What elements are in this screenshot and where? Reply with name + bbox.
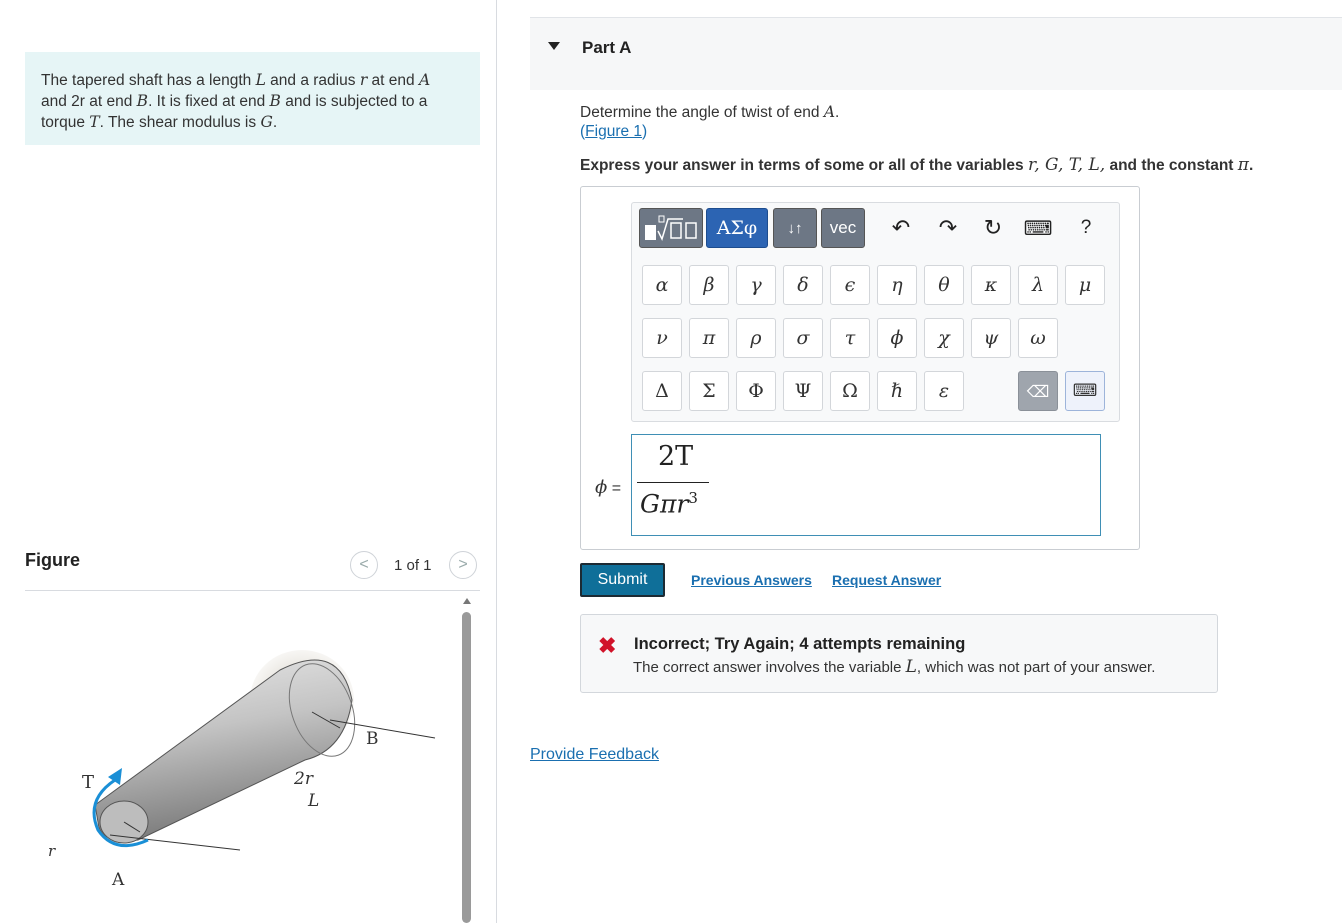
figure-counter: 1 of 1: [394, 557, 432, 574]
key-capital-psi[interactable]: Ψ: [783, 371, 823, 411]
key-capital-omega[interactable]: Ω: [830, 371, 870, 411]
figure-title: Figure: [25, 550, 81, 570]
answer-label: [595, 477, 621, 498]
help-icon[interactable]: ?: [1080, 217, 1092, 238]
chevron-left-icon: <: [359, 556, 369, 573]
feedback-detail: [633, 657, 1155, 677]
key-theta[interactable]: θ: [924, 265, 964, 305]
key-chi[interactable]: χ: [924, 318, 964, 358]
key-gamma[interactable]: γ: [736, 265, 776, 305]
key-omega[interactable]: ω: [1018, 318, 1058, 358]
answer-instructions: [580, 155, 1253, 175]
fraction-numerator: [658, 441, 693, 472]
problem-text: and 2r at end: [41, 93, 137, 110]
part-title: Part A: [582, 38, 632, 57]
fraction-denominator: [640, 489, 698, 518]
vec-button[interactable]: vec: [821, 208, 865, 248]
problem-text: at end: [367, 72, 419, 89]
instructions-end: .: [1248, 157, 1254, 174]
answer-var-phi: ϕ: [595, 477, 608, 498]
problem-text: and is subjected to a: [280, 93, 428, 110]
denominator-text: Gπr: [640, 489, 689, 519]
figure-link-row: [580, 123, 647, 141]
denominator-exponent: 3: [688, 489, 698, 507]
figure-1-link[interactable]: Figure 1: [585, 123, 643, 140]
problem-text: and a radius: [265, 72, 360, 89]
key-mu[interactable]: μ: [1065, 265, 1105, 305]
problem-text: . It is fixed at end: [148, 93, 270, 110]
incorrect-x-icon: ✖: [598, 633, 617, 658]
greek-button[interactable]: ΑΣφ: [706, 208, 768, 248]
problem-text: . The shear modulus is: [99, 114, 261, 131]
caret-down-icon[interactable]: [548, 42, 560, 50]
scroll-thumb[interactable]: [462, 612, 471, 923]
label-B: B: [366, 729, 379, 749]
numerator-text: 2T: [658, 441, 694, 472]
backspace-icon[interactable]: ⌫: [1018, 371, 1058, 411]
key-capital-sigma[interactable]: Σ: [689, 371, 729, 411]
tapered-shaft-figure: [40, 640, 450, 900]
instructions-pi: π: [1237, 155, 1249, 175]
question-body: Determine the angle of twist of end: [580, 104, 824, 121]
figure-next-button[interactable]: [449, 551, 477, 579]
var-L: L: [255, 71, 266, 89]
instructions-vars: r, G, T, L,: [1027, 155, 1106, 175]
key-pi[interactable]: π: [689, 318, 729, 358]
answer-equals: =: [607, 480, 622, 497]
previous-answers-link[interactable]: Previous Answers: [691, 572, 812, 588]
provide-feedback-link[interactable]: Provide Feedback: [530, 746, 659, 763]
problem-text: torque: [41, 114, 90, 131]
figure-prev-button[interactable]: [350, 551, 378, 579]
figure-divider: [25, 590, 480, 591]
feedback-detail-var: L: [905, 657, 917, 677]
templates-button[interactable]: [639, 208, 703, 248]
feedback-detail-text: The correct answer involves the variable: [633, 659, 906, 676]
key-varepsilon[interactable]: ε: [924, 371, 964, 411]
feedback-detail-text: , which was not part of your answer.: [916, 659, 1156, 676]
var-A: A: [418, 71, 431, 89]
paren-open: (: [580, 123, 586, 140]
undo-icon[interactable]: ↶: [891, 215, 911, 240]
question-end: .: [835, 104, 840, 121]
label-2r: 2r: [294, 769, 313, 789]
var-G: G: [260, 113, 273, 131]
arrows-button[interactable]: ↓↑: [773, 208, 817, 248]
feedback-title: Incorrect; Try Again; 4 attempts remaining: [634, 635, 966, 653]
question-var: A: [823, 103, 836, 121]
column-divider: [496, 0, 497, 923]
question-text: [580, 103, 839, 122]
keyboard-icon[interactable]: ⌨: [1023, 217, 1053, 240]
key-rho[interactable]: ρ: [736, 318, 776, 358]
label-r: r: [48, 842, 56, 860]
key-sigma[interactable]: σ: [783, 318, 823, 358]
answer-input[interactable]: [631, 434, 1101, 536]
var-B: B: [269, 92, 281, 110]
keyboard-toggle-icon[interactable]: ⌨: [1065, 371, 1105, 411]
key-phi[interactable]: ϕ: [877, 318, 917, 358]
key-hbar[interactable]: ℏ: [877, 371, 917, 411]
key-tau[interactable]: τ: [830, 318, 870, 358]
figure-scrollbar[interactable]: [462, 598, 472, 923]
reset-icon[interactable]: ↻: [983, 215, 1003, 240]
key-lambda[interactable]: λ: [1018, 265, 1058, 305]
problem-statement: [25, 52, 480, 145]
answer-panel: [580, 186, 1140, 550]
feedback-box: [580, 614, 1218, 693]
key-nu[interactable]: ν: [642, 318, 682, 358]
request-answer-link[interactable]: Request Answer: [832, 572, 942, 588]
redo-icon[interactable]: ↷: [938, 215, 958, 240]
key-delta[interactable]: δ: [783, 265, 823, 305]
math-palette: [631, 202, 1120, 422]
problem-text: .: [272, 114, 278, 131]
key-psi[interactable]: ψ: [971, 318, 1011, 358]
label-T: T: [82, 772, 95, 793]
key-kappa[interactable]: κ: [971, 265, 1011, 305]
key-eta[interactable]: η: [877, 265, 917, 305]
key-epsilon[interactable]: ϵ: [830, 265, 870, 305]
key-capital-delta[interactable]: Δ: [642, 371, 682, 411]
instructions-text: Express your answer in terms of some or all of the variables: [580, 157, 1028, 174]
key-beta[interactable]: β: [689, 265, 729, 305]
dimension-line-B: [330, 720, 435, 738]
part-a-header[interactable]: [530, 17, 1342, 90]
label-A: A: [112, 870, 125, 890]
templates-icon: [643, 214, 699, 242]
key-capital-phi[interactable]: Φ: [736, 371, 776, 411]
var-T: T: [89, 113, 100, 131]
paren-close: ): [642, 123, 648, 140]
key-alpha[interactable]: α: [642, 265, 682, 305]
var-r: r: [359, 71, 368, 89]
instructions-text: and the constant: [1105, 157, 1238, 174]
label-L: L: [308, 791, 320, 811]
var-B: B: [136, 92, 149, 110]
fraction-bar: [637, 482, 709, 483]
submit-button[interactable]: Submit: [580, 563, 665, 597]
problem-text: The tapered shaft has a length: [41, 72, 256, 89]
scroll-up-icon[interactable]: [463, 598, 471, 604]
chevron-right-icon: >: [458, 556, 468, 573]
